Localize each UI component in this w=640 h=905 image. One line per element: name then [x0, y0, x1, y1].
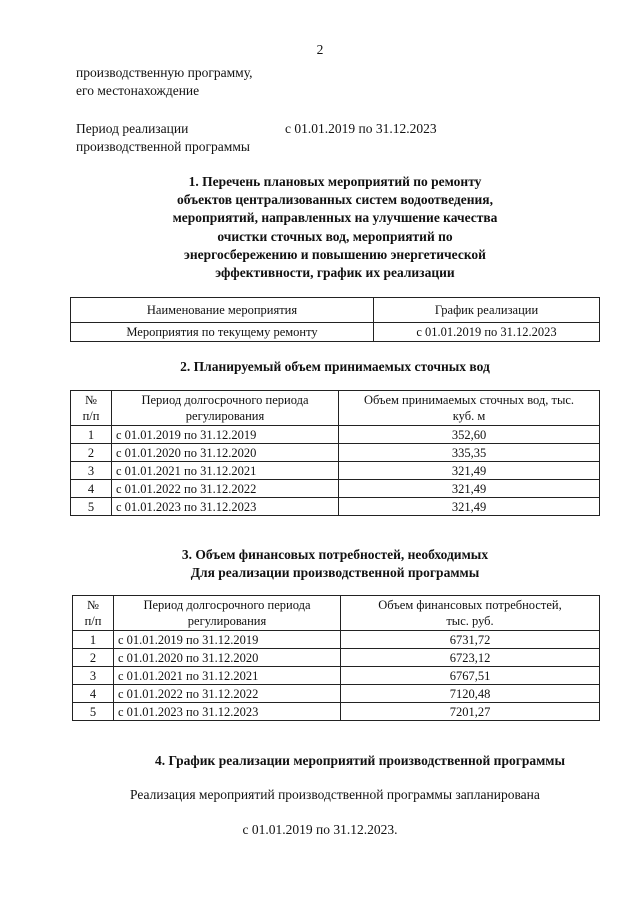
section1-heading — [70, 173, 600, 282]
row-num: 5 — [71, 498, 112, 516]
heading-line: эффективности, график их реализации — [215, 265, 455, 281]
header-line: п/п — [84, 614, 102, 628]
intro-line: производственную программу, — [76, 65, 253, 80]
header-line: п/п — [82, 409, 100, 423]
row-num: 5 — [73, 703, 114, 721]
heading-line: мероприятий, направленных на улучшение качества — [172, 210, 498, 226]
column-header-num — [73, 596, 114, 631]
column-header: График реализации — [374, 298, 600, 323]
row-value: 6731,72 — [341, 631, 600, 649]
column-header-period — [114, 596, 341, 631]
header-line: № — [87, 598, 99, 612]
column-header: Наименование мероприятия — [71, 298, 374, 323]
row-value: 321,49 — [339, 480, 600, 498]
row-period: с 01.01.2023 по 31.12.2023 — [114, 703, 341, 721]
row-num: 1 — [71, 426, 112, 444]
wastewater-volume-table — [70, 390, 600, 516]
row-value: 6767,51 — [341, 667, 600, 685]
section4-date: с 01.01.2019 по 31.12.2023. — [242, 822, 398, 837]
row-period: с 01.01.2020 по 31.12.2020 — [112, 444, 339, 462]
section4-text: Реализация мероприятий производственной программы запланирована — [130, 787, 540, 802]
page-number: 2 — [316, 42, 324, 57]
table-cell: Мероприятия по текущему ремонту — [71, 323, 374, 342]
heading-line: 1. Перечень плановых мероприятий по ремонту — [188, 174, 482, 189]
row-value: 321,49 — [339, 462, 600, 480]
financial-needs-table — [72, 595, 600, 721]
row-value: 335,35 — [339, 444, 600, 462]
heading-line: объектов централизованных систем водоотведения, — [177, 192, 493, 208]
table-row — [73, 703, 600, 721]
heading-line: очистки сточных вод, мероприятий по — [217, 228, 453, 244]
row-period: с 01.01.2021 по 31.12.2021 — [114, 667, 341, 685]
row-value: 321,49 — [339, 498, 600, 516]
row-period: с 01.01.2022 по 31.12.2022 — [112, 480, 339, 498]
header-line: № — [85, 393, 97, 407]
table-row — [71, 462, 600, 480]
header-line: тыс. руб. — [446, 614, 494, 628]
table-row — [71, 498, 600, 516]
heading-line: 3. Объем финансовых потребностей, необходимых — [181, 547, 489, 562]
row-period: с 01.01.2023 по 31.12.2023 — [112, 498, 339, 516]
column-header-period — [112, 391, 339, 426]
row-num: 3 — [73, 667, 114, 685]
header-line: куб. м — [452, 409, 486, 423]
row-num: 2 — [71, 444, 112, 462]
column-header-value — [339, 391, 600, 426]
period-value: с 01.01.2019 по 31.12.2023 — [285, 121, 437, 136]
row-value: 7120,48 — [341, 685, 600, 703]
header-line: Объем принимаемых сточных вод, тыс. — [363, 393, 575, 407]
section3-heading — [70, 546, 600, 582]
table-row — [73, 685, 600, 703]
header-line: Период долгосрочного периода — [143, 598, 311, 612]
row-period: с 01.01.2019 по 31.12.2019 — [114, 631, 341, 649]
heading-line: Для реализации производственной программы — [190, 565, 480, 581]
row-num: 3 — [71, 462, 112, 480]
row-num: 2 — [73, 649, 114, 667]
row-value: 7201,27 — [341, 703, 600, 721]
table-row — [73, 631, 600, 649]
row-num: 1 — [73, 631, 114, 649]
row-value: 352,60 — [339, 426, 600, 444]
row-period: с 01.01.2021 по 31.12.2021 — [112, 462, 339, 480]
row-period: с 01.01.2022 по 31.12.2022 — [114, 685, 341, 703]
table-row — [71, 444, 600, 462]
activities-table — [70, 297, 600, 342]
table-row — [71, 426, 600, 444]
header-line: регулирования — [187, 614, 267, 628]
header-line: регулирования — [185, 409, 265, 423]
row-period: с 01.01.2020 по 31.12.2020 — [114, 649, 341, 667]
column-header-value — [341, 596, 600, 631]
row-num: 4 — [73, 685, 114, 703]
table-row — [73, 667, 600, 685]
period-label — [76, 120, 250, 156]
table-header-row — [73, 596, 600, 631]
table-header-row — [71, 298, 600, 323]
heading-line: энергосбережению и повышению энергетической — [184, 246, 486, 262]
table-row — [73, 649, 600, 667]
table-row — [71, 323, 600, 342]
intro-text — [76, 64, 253, 100]
section2-heading: 2. Планируемый объем принимаемых сточных вод — [180, 359, 490, 374]
column-header-num — [71, 391, 112, 426]
intro-line: его местонахождение — [76, 83, 200, 98]
row-period: с 01.01.2019 по 31.12.2019 — [112, 426, 339, 444]
table-cell: с 01.01.2019 по 31.12.2023 — [374, 323, 600, 342]
table-row — [71, 480, 600, 498]
table-header-row — [71, 391, 600, 426]
header-line: Период долгосрочного периода — [141, 393, 309, 407]
period-label-line: производственной программы — [76, 139, 250, 154]
row-num: 4 — [71, 480, 112, 498]
section4-heading: 4. График реализации мероприятий производственной программы — [154, 753, 566, 768]
header-line: Объем финансовых потребностей, — [378, 598, 562, 612]
period-label-line: Период реализации — [76, 121, 189, 136]
row-value: 6723,12 — [341, 649, 600, 667]
